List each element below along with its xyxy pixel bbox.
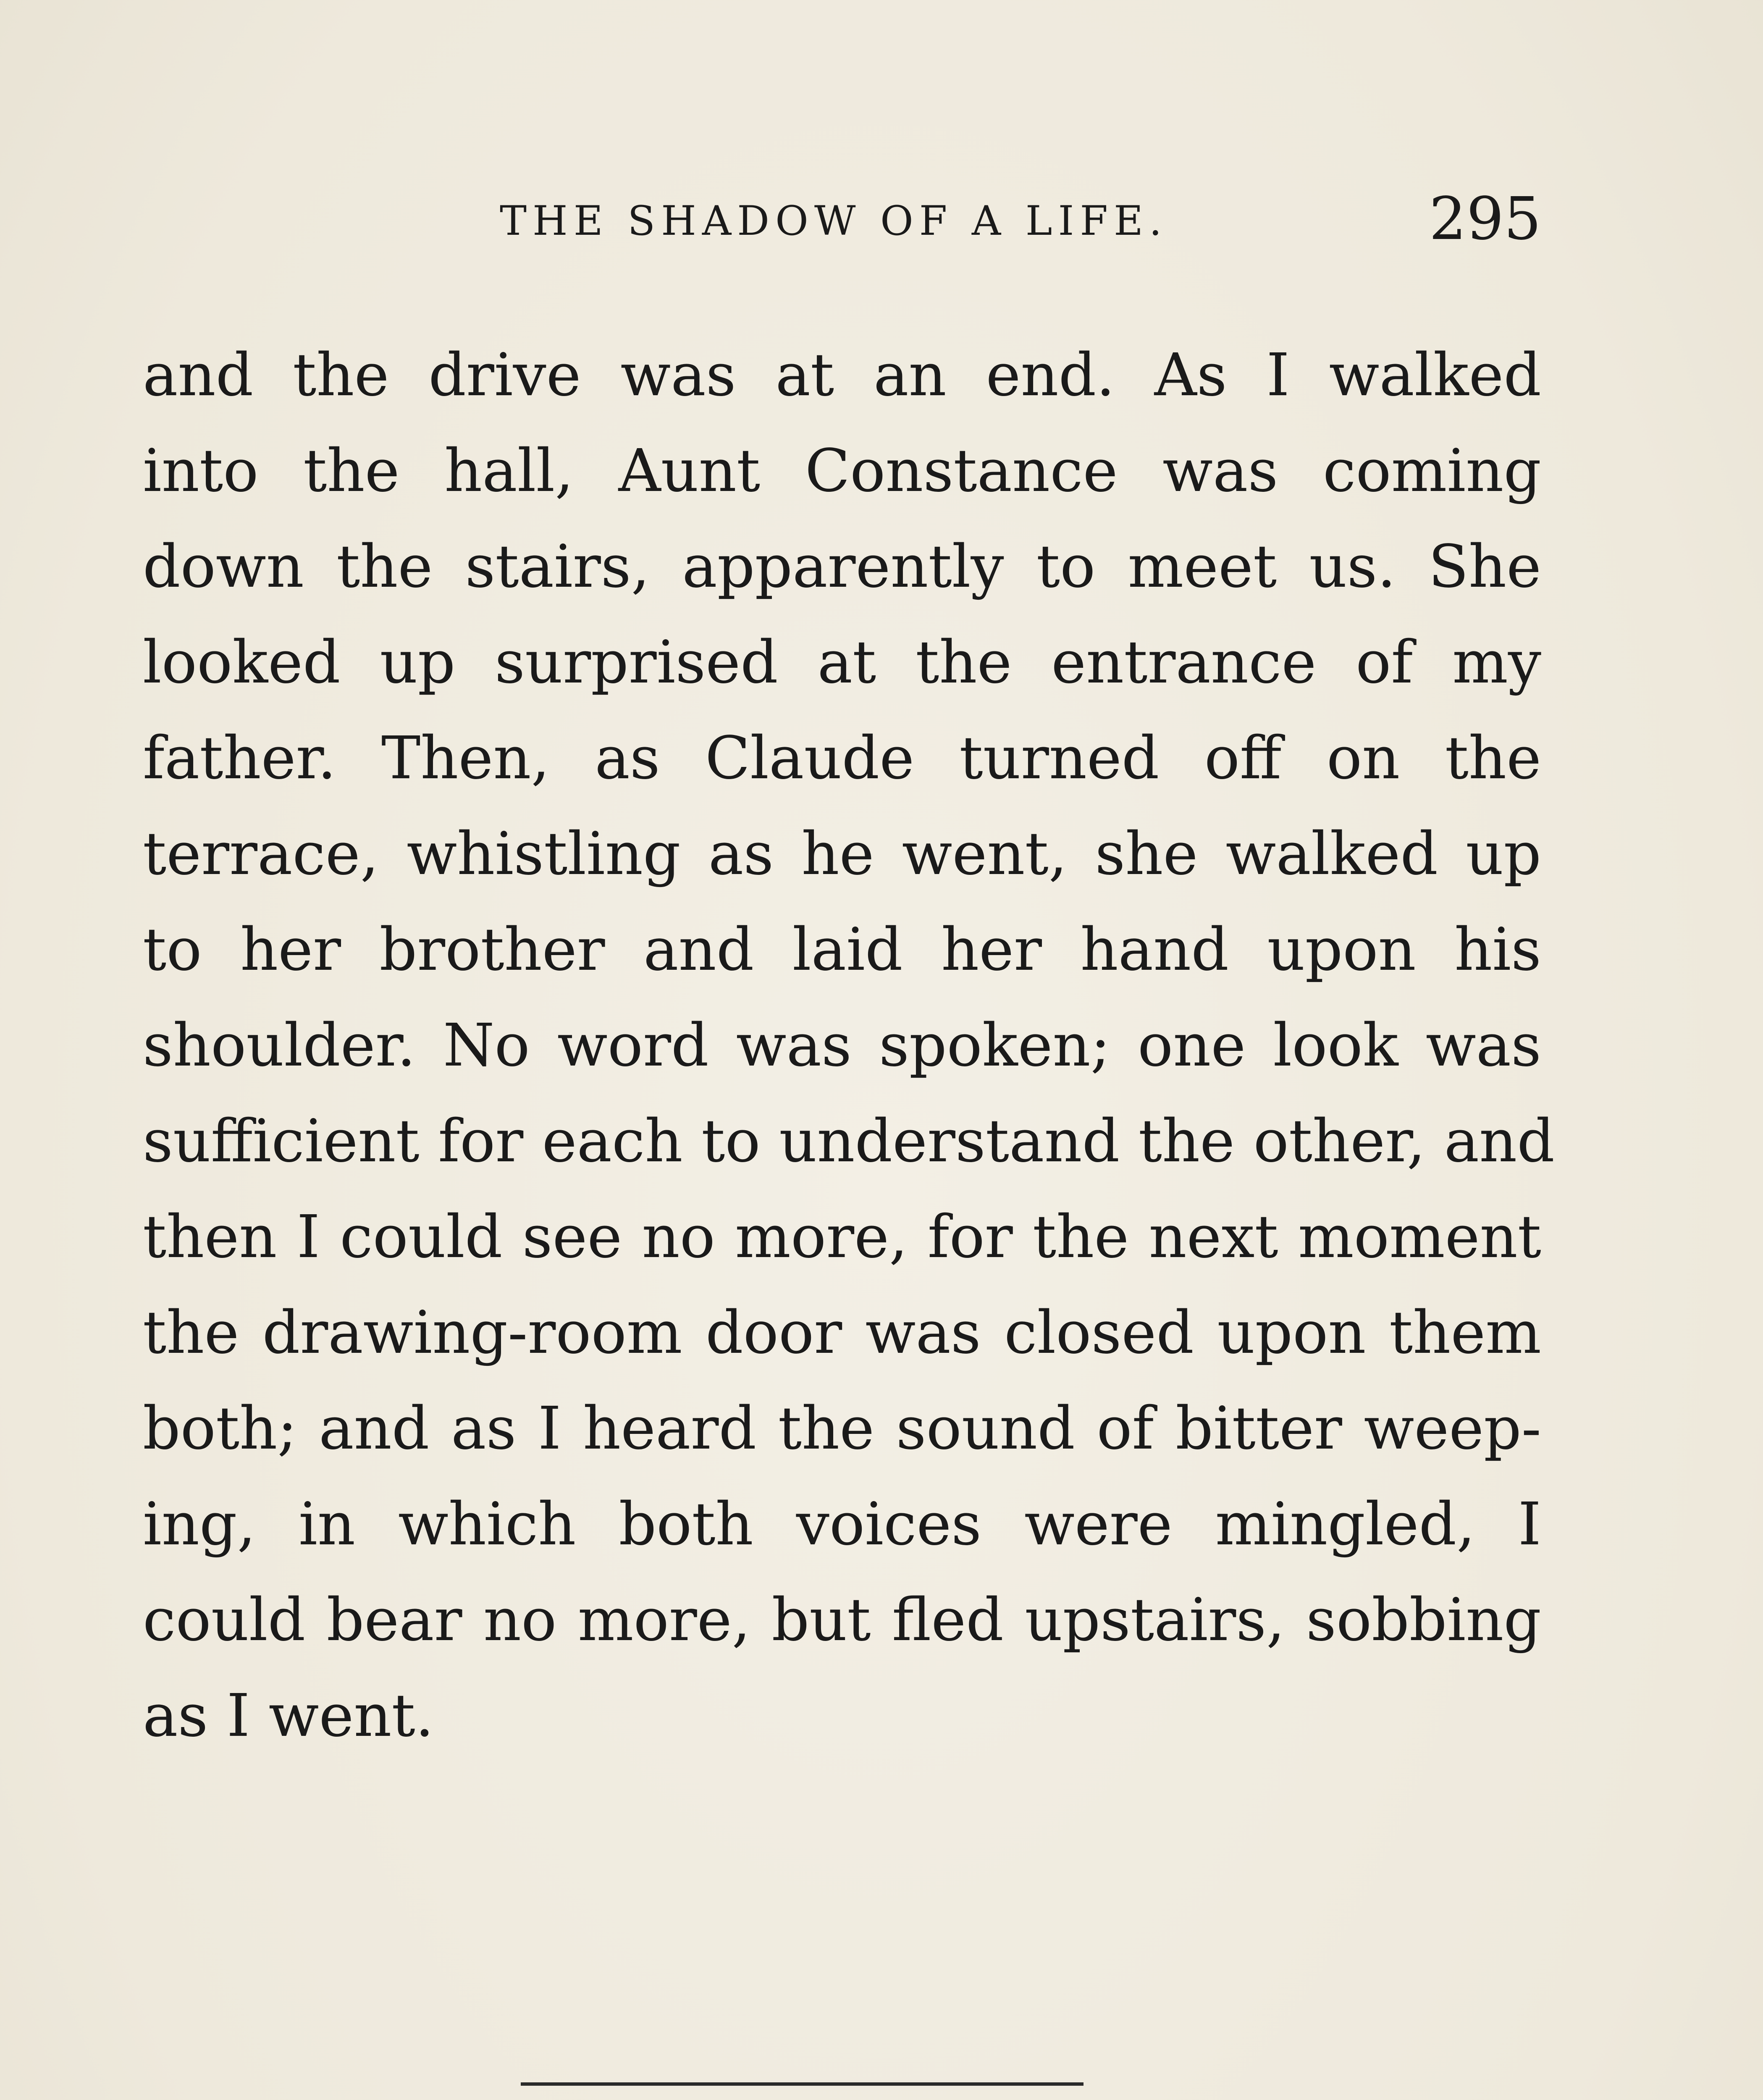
text-line: the drawing-room door was closed upon them xyxy=(143,1299,1541,1367)
page-number: 295 xyxy=(1429,185,1541,253)
section-divider-rule xyxy=(521,2082,1084,2086)
text-line: to her brother and laid her hand upon his xyxy=(143,916,1541,984)
body-paragraph xyxy=(143,328,1555,1764)
text-line: as I went. xyxy=(143,1682,434,1750)
text-line: terrace, whistling as he went, she walked up xyxy=(143,820,1541,888)
text-line: looked up surprised at the entrance of my xyxy=(143,628,1541,697)
text-line: and the drive was at an end. As I walked xyxy=(143,341,1541,410)
text-line: ing, in which both voices were mingled, I xyxy=(143,1490,1541,1559)
text-line: down the stairs, apparently to meet us. She xyxy=(143,533,1541,601)
running-head: THE SHADOW OF A LIFE. xyxy=(500,197,1168,244)
text-line: shoulder. No word was spoken; one look was xyxy=(143,1011,1541,1080)
text-line: could bear no more, but fled upstairs, sobbing xyxy=(143,1586,1541,1654)
text-line: both; and as I heard the sound of bitter weep- xyxy=(143,1394,1541,1463)
text-line: into the hall, Aunt Constance was coming xyxy=(143,437,1541,505)
text-line: father. Then, as Claude turned off on the xyxy=(143,724,1541,793)
text-line: sufficient for each to understand the other, and xyxy=(143,1107,1555,1176)
text-line: then I could see no more, for the next moment xyxy=(143,1203,1541,1271)
page-header xyxy=(143,185,1541,252)
